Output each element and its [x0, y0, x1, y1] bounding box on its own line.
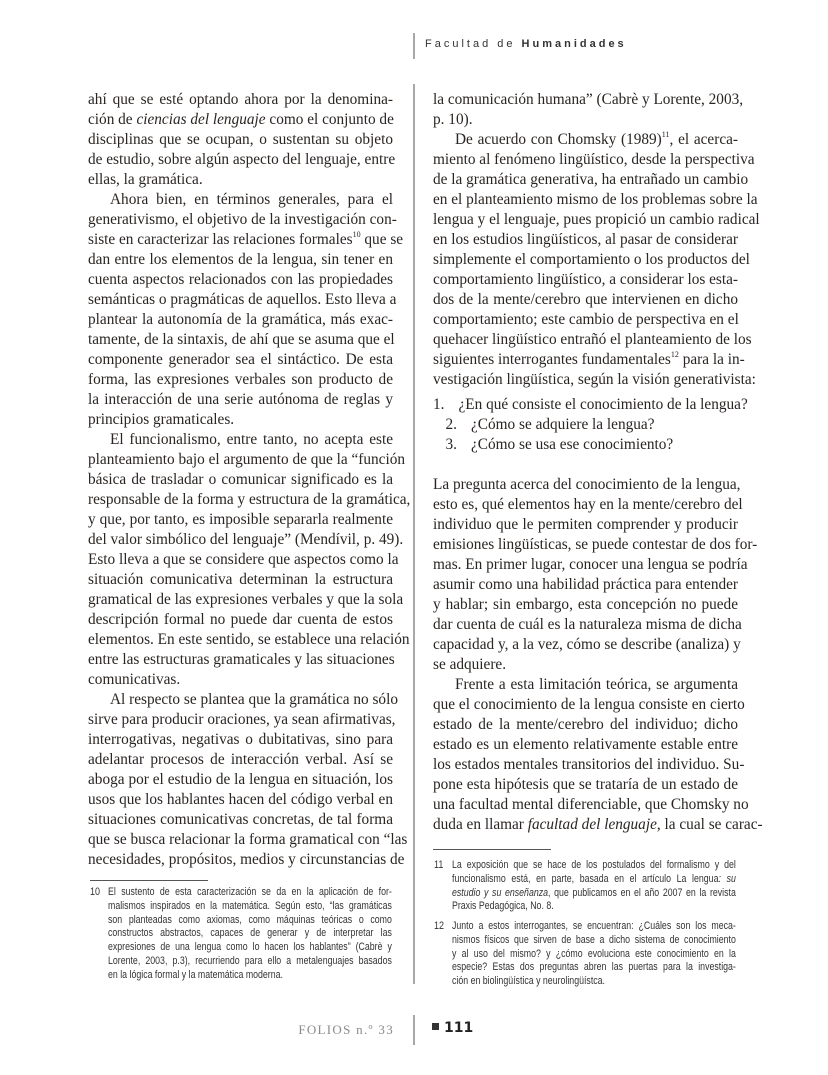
text-segment: que se: [360, 231, 404, 248]
text-line: forma, las expresiones verbales son producto de: [88, 371, 393, 388]
paragraph: [433, 130, 760, 390]
text-line: en los estudios lingüísticos, al pasar de considerar: [433, 231, 739, 248]
text-segment: , que publicamos en el año 2007 en la revista: [548, 886, 736, 899]
paragraph: [88, 690, 408, 870]
text-line: [88, 230, 404, 250]
text-line: quehacer lingüístico entrañó el planteamiento de los: [433, 331, 752, 348]
text-line: [433, 815, 763, 835]
footnote-ref: 10: [352, 230, 361, 239]
text-line: estado de la mente/cerebro del individuo; dicho: [433, 716, 738, 733]
square-bullet-icon: [432, 1023, 439, 1030]
text-line: dos de la mente/cerebro que intervienen en dicho: [433, 291, 738, 308]
text-line: y hablar; sin embargo, esta concepción no puede: [433, 596, 738, 613]
text-line: [433, 130, 738, 150]
text-line: [433, 350, 745, 370]
right-bottom-text: [433, 475, 763, 835]
paragraph: [433, 675, 763, 835]
text-line: necesidades, propósitos, medios y circunstancias de: [88, 851, 405, 868]
text-segment: La exposición que se hace de los postulados del formalismo y del: [452, 859, 736, 871]
footnote-rule-left: [90, 880, 208, 881]
text-line: [452, 900, 736, 914]
page-number-block: [432, 1020, 473, 1036]
header-divider: [413, 33, 415, 59]
footer-divider: [413, 1015, 415, 1045]
text-line: Ahora bien, en términos generales, para el: [110, 191, 393, 208]
text-line: planteamiento bajo el argumento de que la “función: [88, 451, 406, 468]
left-column: [88, 90, 411, 870]
list-text: ¿Cómo se adquiere la lengua?: [471, 416, 655, 433]
text-segment: siste en caracterizar las relaciones formales: [88, 231, 353, 248]
text-line: principios gramaticales.: [88, 411, 235, 428]
text-line: expresiones de una lengua como lo hacen los hablantes” (Cabrè y: [108, 941, 392, 954]
text-line: Junto a estos interrogantes, se encuentran: ¿Cuáles son los meca-: [452, 920, 736, 932]
list-number: 3.: [445, 436, 457, 453]
text-line: la interacción de una serie autónoma de reglas y: [88, 391, 393, 408]
questions-list: [433, 395, 748, 455]
text-line: pone esta hipótesis que se trataría de un estado de: [433, 776, 738, 793]
text-segment: , el acerca-: [669, 131, 738, 148]
text-line: ellas, la gramática.: [88, 171, 203, 188]
text-line: elementos. En este sentido, se establece una relación: [88, 631, 410, 648]
text-line: Esto lleva a que se considere que aspectos como la: [88, 551, 399, 568]
text-line: vestigación lingüística, según la visión generativista:: [433, 371, 756, 388]
text-line: especie? Estas dos preguntas abren las puertas para la investiga-: [452, 961, 736, 974]
text-line: Al respecto se plantea que la gramática no sólo: [110, 691, 398, 708]
footnote-text: [452, 920, 736, 989]
text-line: y que, por tanto, es imposible separarla realmente: [88, 511, 393, 528]
text-segment: funcionalismo está, en parte, basada en el artículo La lengua: [452, 872, 719, 885]
text-line: dan entre los elementos de la lengua, sin tener en: [88, 251, 393, 268]
text-line: constructos abstractos, capaces de generar y de interpretar las: [108, 927, 392, 940]
text-line: comportamiento lingüístico, a considerar los esta-: [433, 271, 739, 288]
list-number: 1.: [433, 396, 445, 413]
text-line: dar cuenta de cuál es la naturaleza misma de dicha: [433, 616, 742, 633]
text-line: componente generador sea el sintáctico. De esta: [88, 351, 393, 368]
text-line: lengua y el lenguaje, pues propició un cambio radical: [433, 211, 760, 228]
text-line: que se busca relacionar la forma gramatical con “las: [88, 831, 408, 848]
italic-text: estudio y su enseñanza: [452, 886, 549, 899]
text-segment: como el conjunto de: [265, 111, 394, 128]
list-text: ¿En qué consiste el conocimiento de la lengua?: [458, 396, 748, 413]
text-line: básica de trasladar o comunicar significado es la: [88, 471, 393, 488]
text-line: p. 10).: [433, 111, 473, 128]
right-top-text: [433, 90, 760, 390]
italic-text: facultad del lenguaje: [527, 816, 657, 833]
text-line: ahí que se esté optando ahora por la denomina-: [88, 91, 393, 108]
footnote-ref: 12: [670, 350, 679, 359]
text-line: que el conocimiento de la lengua consiste en cierto: [433, 696, 745, 713]
text-line: en el planteamiento mismo de los problemas sobre la: [433, 191, 758, 208]
footnote-number: 11: [434, 859, 444, 871]
text-line: El sustento de esta caracterización se da en la aplicación de for-: [108, 886, 392, 898]
text-line: malismos inspirados en la matemática. Según esto, “las gramáticas: [108, 899, 392, 912]
footnote-text: [108, 886, 392, 983]
text-line: situación comunicativa determinan la estructura: [88, 571, 393, 588]
text-line: usos que los hablantes hacen del código verbal en: [88, 791, 393, 808]
text-line: nismos físicos que sirven de base a dicho sistema de conocimiento: [452, 933, 736, 946]
text-line: en la lógica formal y la matemática moderna.: [108, 968, 283, 981]
text-line: y al uso del mismo? y ¿cómo evoluciona este conocimiento en la: [452, 947, 736, 960]
text-line: [88, 110, 393, 130]
text-line: una facultad mental diferenciable, que Chomsky no: [433, 796, 749, 813]
text-line: de estudio, sobre algún aspecto del lenguaje, entre: [88, 151, 396, 168]
text-line: responsable de la forma y estructura de la gramática,: [88, 491, 411, 508]
text-line: plantear la autonomía de la gramática, más exac-: [88, 311, 393, 328]
footnote-ref: 11: [661, 130, 670, 139]
running-header: [425, 38, 627, 50]
text-line: tamente, de la sintaxis, de ahí que se asuma que el: [88, 331, 395, 348]
paragraph: [88, 190, 404, 430]
list-number: 2.: [445, 416, 457, 433]
text-line: semánticas o pragmáticas de aquellos. Esto lleva a: [88, 291, 397, 308]
text-line: los estados mentales transitorios del individuo. Su-: [433, 756, 745, 773]
text-line: entre las estructuras gramaticales y las situaciones: [88, 651, 395, 668]
text-line: adelantar procesos de interacción verbal. Así se: [88, 751, 393, 768]
text-line: esto es, qué elementos hay en la mente/cerebro del: [433, 496, 743, 513]
text-segment: siguientes interrogantes fundamentales: [433, 351, 671, 368]
text-segment: De acuerdo con Chomsky (1989): [455, 131, 662, 148]
page-number: 111: [444, 1020, 474, 1036]
text-line: miento al fenómeno lingüístico, desde la perspectiva: [433, 151, 755, 168]
text-line: aboga por el estudio de la lengua en situación, los: [88, 771, 393, 788]
text-segment: ción de: [88, 111, 137, 128]
header-prefix: Facultad de: [425, 38, 522, 50]
text-line: simplemente el comportamiento o los productos del: [433, 251, 750, 268]
list-text: ¿Cómo se usa ese conocimiento?: [471, 436, 674, 453]
list-item: [433, 415, 738, 435]
footnote-text: [452, 859, 736, 914]
text-segment: para la in-: [678, 351, 745, 368]
text-line: capacidad y, a la vez, cómo se describe (analiza) y: [433, 636, 741, 653]
text-line: de la gramática generativa, ha entrañado un cambio: [433, 171, 749, 188]
text-segment: duda en llamar: [433, 816, 528, 833]
text-line: descripción formal no puede dar cuenta de estos: [88, 611, 393, 628]
text-line: [452, 873, 736, 887]
text-line: la comunicación humana” (Cabrè y Lorente, 2003,: [433, 91, 744, 108]
text-line: comportamiento; este cambio de perspectiva en el: [433, 311, 739, 328]
text-line: La pregunta acerca del conocimiento de la lengua,: [433, 476, 741, 493]
text-line: del valor simbólico del lenguaje” (Mendívil, p. 49).: [88, 531, 404, 548]
text-line: cuenta aspectos relacionados con las propiedades: [88, 271, 393, 288]
footnote-number: 12: [434, 920, 445, 932]
text-segment: , la cual se carac-: [656, 816, 763, 833]
text-line: comunicativas.: [88, 671, 181, 688]
text-line: Lorente, 2003, p.3), recurriendo para ello a metalenguajes basados: [108, 954, 392, 967]
list-item: [433, 395, 748, 415]
text-line: disciplinas que se ocupan, o sustentan su objeto: [88, 131, 393, 148]
text-line: emisiones lingüísticas, se puede contestar de dos for-: [433, 536, 758, 553]
italic-text: ciencias del lenguaje: [136, 111, 266, 128]
list-item: [433, 435, 738, 455]
text-line: gramatical de las expresiones verbales y que la sola: [88, 591, 404, 608]
text-line: Frente a esta limitación teórica, se argumenta: [455, 676, 738, 693]
text-line: [452, 887, 736, 901]
text-line: El funcionalismo, entre tanto, no acepta este: [110, 431, 393, 448]
text-line: se adquiere.: [433, 656, 507, 673]
text-line: individuo que le permiten comprender y producir: [433, 516, 738, 533]
journal-issue: FOLIOS n.º 33: [298, 1022, 394, 1037]
footnote-number: 10: [90, 886, 101, 898]
text-segment: Praxis Pedagógica, No. 8.: [452, 900, 554, 913]
text-line: interrogativas, negativas o dubitativas, sino para: [88, 731, 393, 748]
right-column: [433, 90, 763, 835]
header-faculty: Humanidades: [521, 38, 627, 50]
text-line: [452, 859, 736, 873]
paragraph: [433, 90, 744, 130]
text-line: mas. En primer lugar, conocer una lengua se podría: [433, 556, 748, 573]
text-line: estado es un elemento relativamente estable entre: [433, 736, 738, 753]
text-line: ción en biolingüística y neurolingüístca.: [452, 975, 605, 988]
column-divider: [413, 84, 415, 984]
paragraph: [433, 475, 758, 675]
italic-text: : su: [718, 872, 736, 885]
text-line: sirve para producir oraciones, ya sean afirmativas,: [88, 711, 396, 728]
footnote-rule-right: [433, 849, 551, 850]
paragraph: [88, 430, 411, 690]
text-line: generativismo, el objetivo de la investigación con-: [88, 211, 397, 228]
text-line: son planteadas como axiomas, como máquinas teóricas o como: [108, 913, 392, 926]
paragraph: [88, 90, 396, 190]
text-line: situaciones comunicativas concretas, de tal forma: [88, 811, 393, 828]
text-line: asumir como una habilidad práctica para entender: [433, 576, 738, 593]
